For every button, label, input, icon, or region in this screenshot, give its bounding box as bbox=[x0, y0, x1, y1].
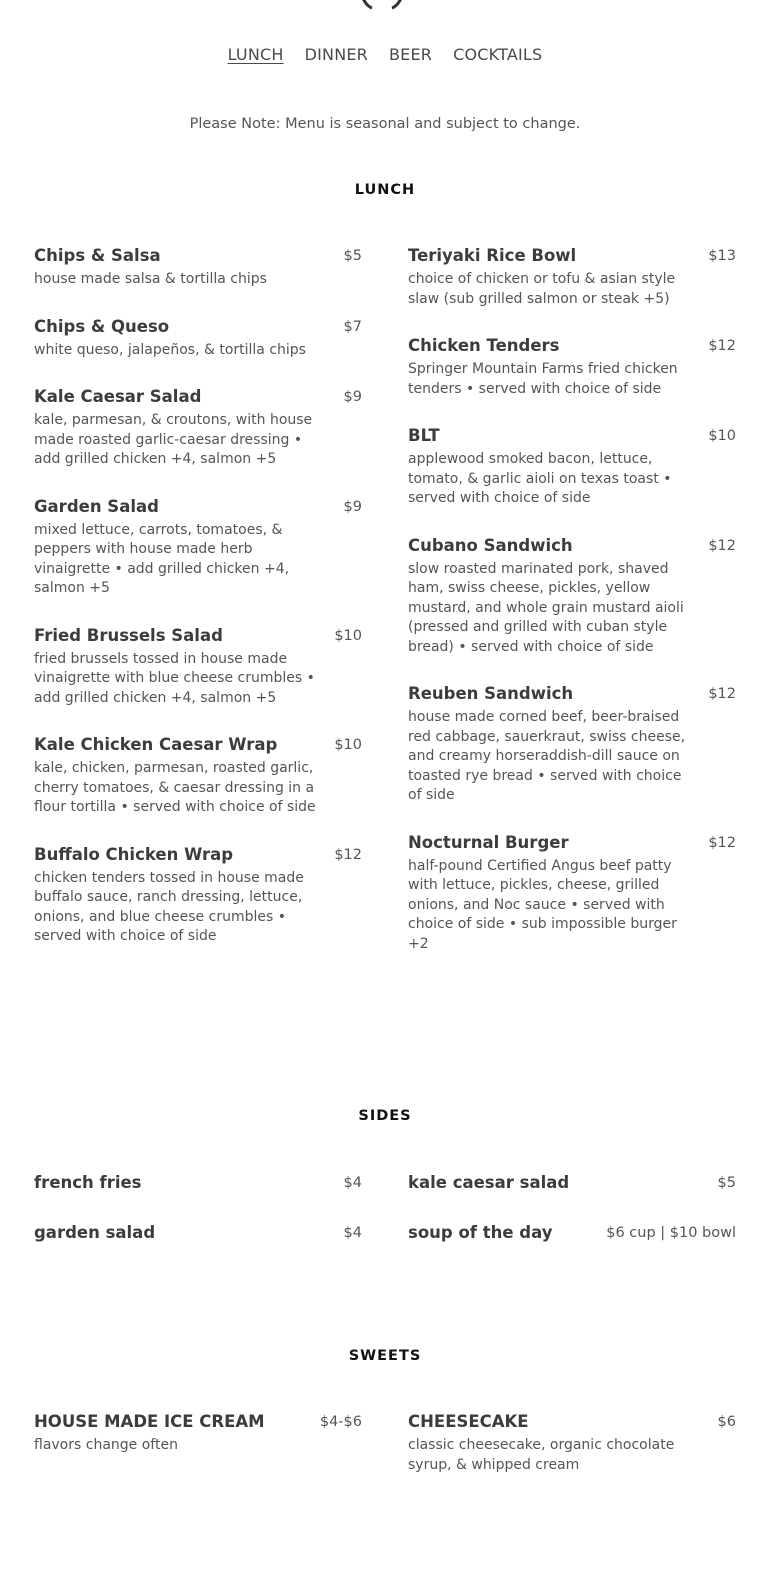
item-price: $12 bbox=[334, 846, 362, 863]
menu-item bbox=[408, 425, 736, 509]
item-price: $4-$6 bbox=[319, 1414, 362, 1430]
section-title-sweets: SWEETS bbox=[348, 1348, 422, 1364]
menu-item bbox=[408, 1411, 736, 1475]
item-name: Cubano Sandwich bbox=[408, 535, 573, 555]
side-item bbox=[408, 1172, 736, 1194]
lunch-right-column bbox=[408, 245, 736, 980]
item-description: classic cheesecake, organic chocolate syrup, & whipped cream bbox=[408, 1437, 675, 1473]
item-description: choice of chicken or tofu & asian style slaw (sub grilled salmon or steak +5) bbox=[408, 271, 676, 307]
item-name: Chips & Queso bbox=[34, 316, 170, 336]
menu-item bbox=[34, 386, 362, 470]
sweets-right-column bbox=[408, 1411, 736, 1501]
item-price: $12 bbox=[708, 338, 736, 354]
item-name: Buffalo Chicken Wrap bbox=[34, 844, 234, 864]
item-price: $4 bbox=[343, 1225, 362, 1241]
side-item bbox=[34, 1222, 362, 1244]
item-price: $9 bbox=[343, 498, 362, 515]
item-description: chicken tenders tossed in house made buffalo sauce, ranch dressing, lettuce, onions, and blue cheese crumbles • served with choice of side bbox=[34, 869, 304, 944]
item-description: house made corned beef, beer-braised red cabbage, sauerkraut, swiss cheese, and creamy horseraddish-dill sauce on toasted rye bread • served with choice of side bbox=[408, 709, 686, 803]
menu-item bbox=[408, 245, 736, 309]
item-price: $13 bbox=[708, 248, 736, 264]
side-item bbox=[408, 1222, 736, 1244]
item-description: fried brussels tossed in house made vinaigrette with blue cheese crumbles • add grilled chicken +4, salmon +5 bbox=[34, 650, 315, 706]
item-description: white queso, jalapeños, & tortilla chips bbox=[34, 341, 306, 358]
item-name: CHEESECAKE bbox=[408, 1412, 529, 1431]
item-price: $12 bbox=[708, 834, 736, 851]
sides-left-column bbox=[34, 1172, 362, 1272]
item-price: $9 bbox=[343, 389, 362, 405]
menu-item bbox=[408, 535, 736, 658]
seasonal-note: Please Note: Menu is seasonal and subject to change. bbox=[189, 116, 581, 132]
item-name: Reuben Sandwich bbox=[408, 684, 574, 703]
item-price: $10 bbox=[708, 428, 736, 444]
item-description: slow roasted marinated pork, shaved ham, swiss cheese, pickles, yellow mustard, and whole grain mustard aioli (pressed and grilled with cuban style bread) • served with choice of side bbox=[408, 560, 684, 655]
item-description: half-pound Certified Angus beef patty with lettuce, pickles, cheese, grilled onions, and Noc sauce • served with choice of side • sub impossible burger +2 bbox=[408, 857, 677, 952]
item-name: Garden Salad bbox=[34, 496, 159, 516]
item-name: kale caesar salad bbox=[408, 1173, 570, 1192]
menu-item bbox=[34, 316, 362, 361]
menu-item bbox=[408, 832, 736, 955]
lunch-left-column bbox=[34, 245, 362, 973]
item-name: HOUSE MADE ICE CREAM bbox=[34, 1412, 265, 1431]
tab-cocktails[interactable]: COCKTAILS bbox=[453, 45, 543, 64]
item-name: garden salad bbox=[34, 1223, 156, 1242]
item-description: house made salsa & tortilla chips bbox=[34, 271, 267, 287]
menu-item bbox=[34, 734, 362, 818]
item-name: french fries bbox=[34, 1173, 142, 1192]
item-price: $12 bbox=[708, 537, 736, 554]
section-title-sides: SIDES bbox=[358, 1108, 412, 1124]
item-name: soup of the day bbox=[408, 1223, 553, 1242]
item-price: $5 bbox=[343, 248, 362, 264]
item-price: $6 bbox=[717, 1414, 736, 1430]
item-description: Springer Mountain Farms fried chicken tenders • served with choice of side bbox=[408, 361, 678, 397]
tab-beer[interactable]: BEER bbox=[389, 45, 433, 64]
menu-item bbox=[34, 844, 362, 947]
section-title-lunch: LUNCH bbox=[354, 182, 416, 198]
item-price: $7 bbox=[343, 318, 362, 335]
item-price: $12 bbox=[708, 686, 736, 702]
item-description: flavors change often bbox=[34, 1437, 178, 1453]
menu-item bbox=[34, 245, 362, 290]
menu-item bbox=[34, 496, 362, 599]
item-price: $10 bbox=[334, 627, 362, 644]
menu-item bbox=[34, 625, 362, 709]
item-price: $10 bbox=[334, 737, 362, 753]
item-name: Teriyaki Rice Bowl bbox=[408, 246, 577, 265]
item-name: BLT bbox=[408, 426, 440, 445]
item-name: Nocturnal Burger bbox=[408, 832, 569, 852]
item-price: $6 cup | $10 bowl bbox=[606, 1225, 736, 1241]
tab-dinner[interactable]: DINNER bbox=[304, 45, 368, 64]
menu-item bbox=[34, 1411, 362, 1456]
item-name: Kale Chicken Caesar Wrap bbox=[34, 735, 278, 754]
item-description: applewood smoked bacon, lettuce, tomato, & garlic aioli on texas toast • served with choice of side bbox=[408, 451, 672, 506]
item-name: Kale Caesar Salad bbox=[34, 387, 202, 406]
item-description: kale, parmesan, & croutons, with house made roasted garlic-caesar dressing • add grilled chicken +4, salmon +5 bbox=[34, 412, 313, 467]
item-name: Chips & Salsa bbox=[34, 246, 161, 265]
menu-tabs bbox=[0, 45, 770, 64]
item-price: $4 bbox=[343, 1175, 362, 1191]
item-price: $5 bbox=[717, 1175, 736, 1191]
sides-right-column bbox=[408, 1172, 736, 1272]
item-name: Chicken Tenders bbox=[408, 336, 560, 355]
menu-item bbox=[408, 683, 736, 806]
logo-icon bbox=[352, 0, 412, 10]
tab-lunch[interactable]: LUNCH bbox=[227, 45, 284, 64]
menu-item bbox=[408, 335, 736, 399]
side-item bbox=[34, 1172, 362, 1194]
item-description: kale, chicken, parmesan, roasted garlic, cherry tomatoes, & caesar dressing in a flour tortilla • served with choice of side bbox=[34, 760, 316, 815]
sweets-left-column bbox=[34, 1411, 362, 1482]
item-name: Fried Brussels Salad bbox=[34, 625, 223, 645]
item-description: mixed lettuce, carrots, tomatoes, & peppers with house made herb vinaigrette • add grilled chicken +4, salmon +5 bbox=[34, 521, 290, 596]
